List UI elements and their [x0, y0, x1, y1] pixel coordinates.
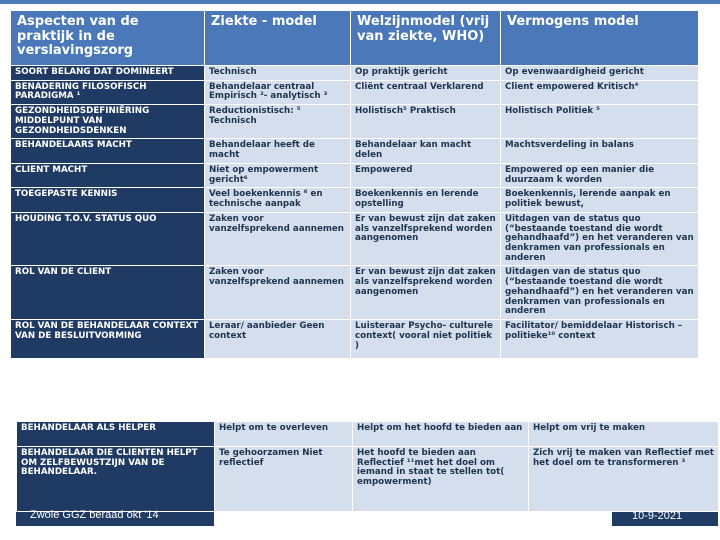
table-cell: Reductionistisch: ⁵ Technisch [205, 105, 351, 139]
table-row [11, 139, 699, 163]
table-cell: Te gehoorzamen Niet reflectief [215, 447, 353, 512]
comparison-table [10, 10, 699, 359]
table-header-row [11, 11, 699, 66]
helper-table [16, 421, 719, 512]
table-cell: Veel boekenkennis ⁶ en technische aanpak [205, 188, 351, 212]
header-cell: Welzijnmodel (vrij van ziekte, WHO) [351, 11, 501, 66]
top-accent-bar [0, 0, 720, 4]
table-cell: Op evenwaardigheid gericht [501, 66, 699, 81]
table-cell: Op praktijk gericht [351, 66, 501, 81]
table-cell: Boekenkennis, lerende aanpak en politiek bewust, [501, 188, 699, 212]
table-cell: Behandelaar kan macht delen [351, 139, 501, 163]
row-label: ROL VAN DE CLIENT [11, 266, 205, 320]
table-row [17, 422, 719, 447]
table-cell: Zaken voor vanzelfsprekend aannemen [205, 266, 351, 320]
row-label: TOEGEPASTE KENNIS [11, 188, 205, 212]
table-cell: Boekenkennis en lerende opstelling [351, 188, 501, 212]
row-label: BEHANDELAARS MACHT [11, 139, 205, 163]
table-cell: Empowered op een manier die duurzaam k worden [501, 163, 699, 187]
header-cell: Aspecten van de praktijk in de verslavingszorg [11, 11, 205, 66]
header-cell: Vermogens model [501, 11, 699, 66]
table-cell: Holistisch⁵ Praktisch [351, 105, 501, 139]
table-cell: Uitdagen van de status quo (“bestaande toestand die wordt gehandhaafd”) en het veranderen van denkramen van professionals en anderen [501, 212, 699, 266]
table-row [11, 320, 699, 359]
table-cell: Leraar/ aanbieder Geen context [205, 320, 351, 359]
table-cell: Het hoofd te bieden aan Reflectief ¹¹met het doel om iemand in staat te stellen tot( empowerment) [353, 447, 529, 512]
table-row [11, 163, 699, 187]
table-cell: Zich vrij te maken van Reflectief met het doel om te transformeren ³ [529, 447, 719, 512]
table-cell: Cliënt centraal Verklarend [351, 80, 501, 104]
table-row [17, 447, 719, 512]
table-cell: Er van bewust zijn dat zaken als vanzelfsprekend worden aangenomen [351, 212, 501, 266]
table-cell: Client empowered Kritisch⁴ [501, 80, 699, 104]
table-cell: Helpt om te overleven [215, 422, 353, 447]
table-row [11, 188, 699, 212]
table-cell: Machtsverdeling in balans [501, 139, 699, 163]
row-label: ROL VAN DE BEHANDELAAR CONTEXT VAN DE BESLUITVORMING [11, 320, 205, 359]
row-label: BENADERING FILOSOFISCH PARADIGMA ¹ [11, 80, 205, 104]
table-cell: Helpt om vrij te maken [529, 422, 719, 447]
table-cell: Holistisch Politiek ⁵ [501, 105, 699, 139]
table-cell: Empowered [351, 163, 501, 187]
table-cell: Uitdagen van de status quo (“bestaande toestand die wordt gehandhaafd”) en het veranderen van denkramen van professionals en anderen [501, 266, 699, 320]
table-row [11, 105, 699, 139]
table-row [11, 80, 699, 104]
table-cell: Niet op empowerment gericht⁶ [205, 163, 351, 187]
row-label: GEZONDHEIDSDEFINIËRING MIDDELPUNT VAN GEZONDHEIDSDENKEN [11, 105, 205, 139]
row-label: BEHANDELAAR DIE CLIENTEN HELPT OM ZELFBEWUSTZIJN VAN DE BEHANDELAAR. [17, 447, 215, 512]
table-cell: Behandelaar centraal Empirisch ²- analytisch ³ [205, 80, 351, 104]
table-cell: Er van bewust zijn dat zaken als vanzelfsprekend worden aangenomen [351, 266, 501, 320]
row-label: SOORT BELANG DAT DOMINEERT [11, 66, 205, 81]
table-cell: Technisch [205, 66, 351, 81]
table-row [11, 266, 699, 320]
row-label: HOUDING T.O.V. STATUS QUO [11, 212, 205, 266]
header-cell: Ziekte - model [205, 11, 351, 66]
table-cell: Luisteraar Psycho- culturele context( vooral niet politiek ) [351, 320, 501, 359]
table-cell: Facilitator/ bemiddelaar Historisch –politieke¹⁰ context [501, 320, 699, 359]
table-cell: Zaken voor vanzelfsprekend aannemen [205, 212, 351, 266]
table-cell: Helpt om het hoofd te bieden aan [353, 422, 529, 447]
row-label: BEHANDELAAR ALS HELPER [17, 422, 215, 447]
table-row [11, 66, 699, 81]
footer-event-label: Zwole GGZ beraad okt '14 [30, 509, 159, 521]
footer-date: 10-9-2021 [632, 510, 683, 522]
table-cell: Behandelaar heeft de macht [205, 139, 351, 163]
row-label: CLIENT MACHT [11, 163, 205, 187]
table-row [11, 212, 699, 266]
